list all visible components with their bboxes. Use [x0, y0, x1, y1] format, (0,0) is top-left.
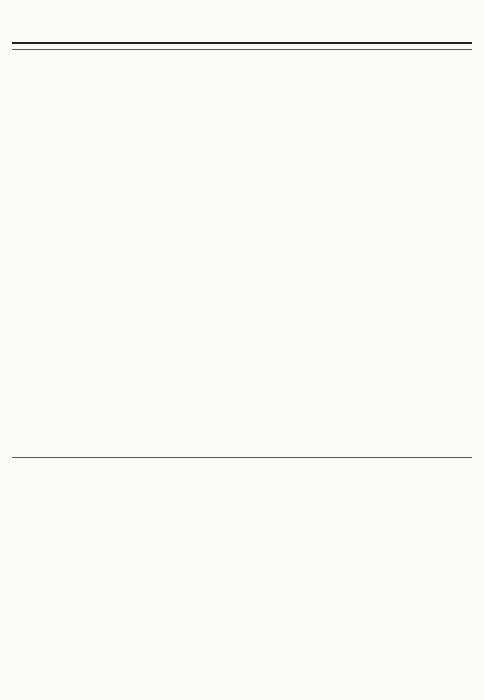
bottom-block-rule	[12, 457, 472, 458]
header-rule	[12, 42, 472, 44]
top-block-rule	[12, 49, 472, 50]
bottom-article-block	[12, 460, 472, 692]
page-header	[12, 10, 472, 40]
top-article-block	[12, 52, 472, 456]
